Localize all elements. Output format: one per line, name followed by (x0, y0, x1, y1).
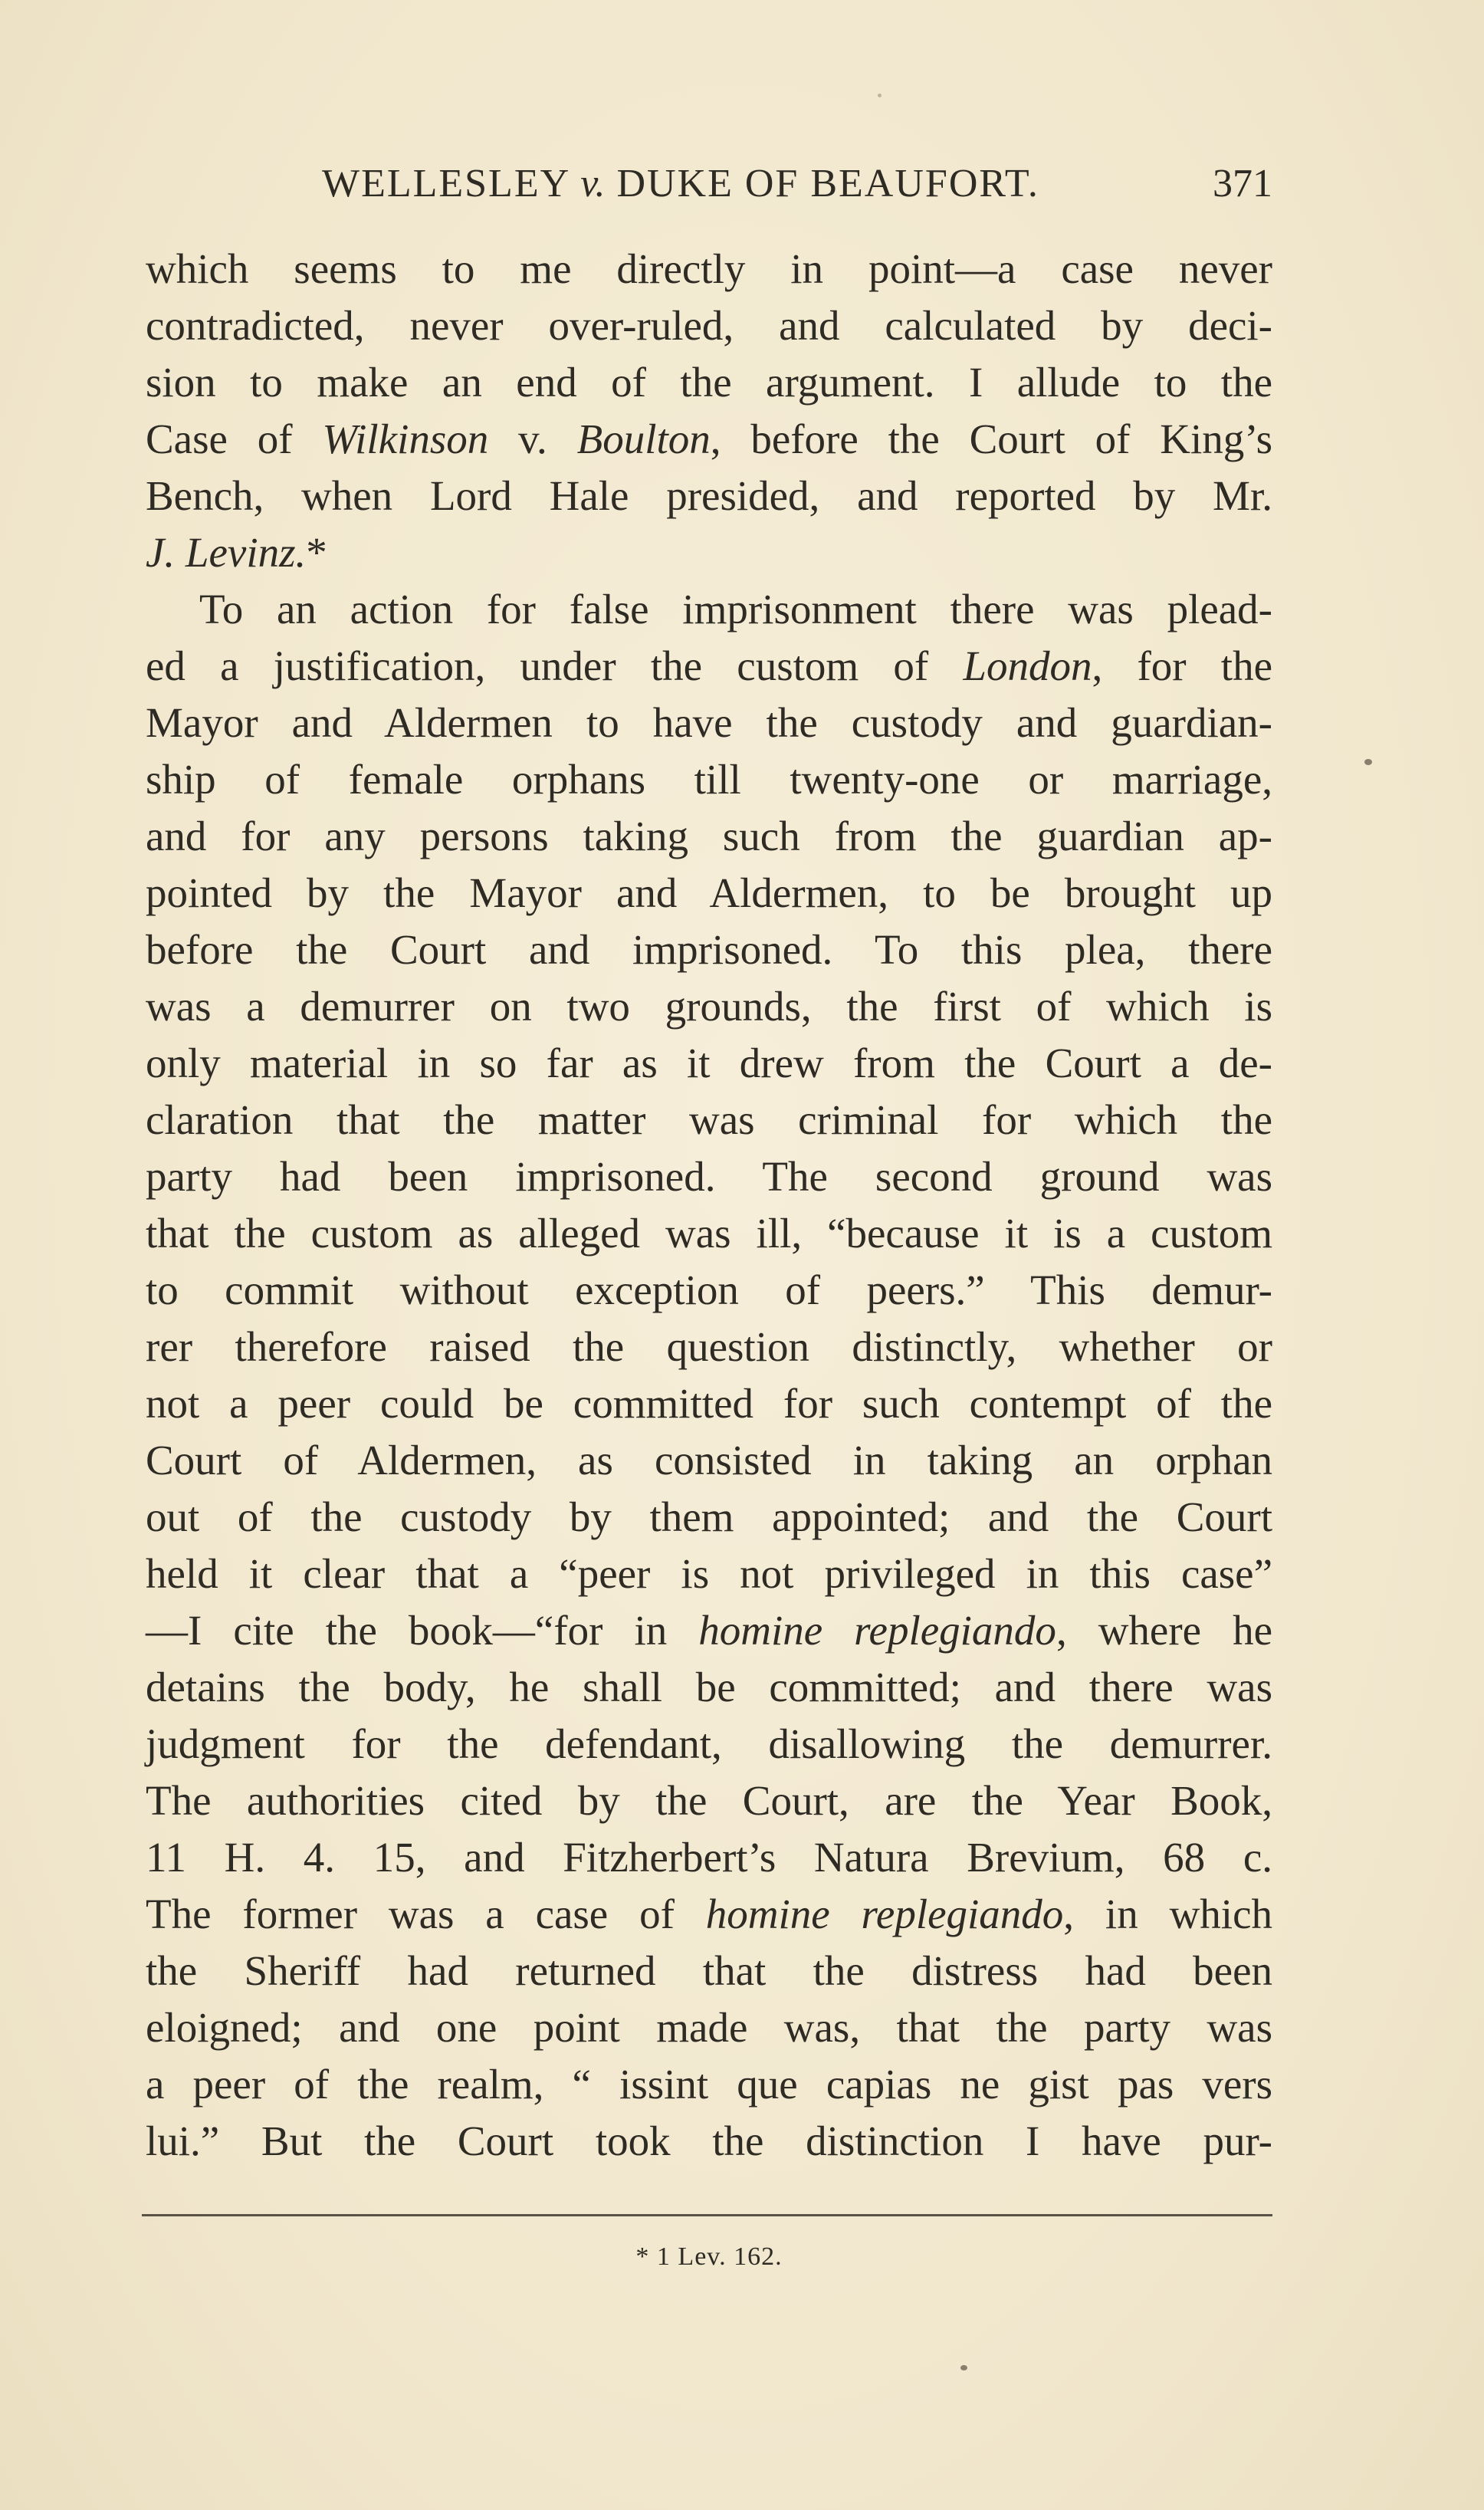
text-segment: lui.” But the Court took the distinction I have pur- (146, 2117, 1272, 2164)
text-line (146, 922, 1272, 978)
text-segment: , before the Court of King’s (710, 416, 1272, 462)
italic-text: J. Levinz. (146, 529, 307, 576)
paper-speck (1364, 759, 1372, 765)
text-segment: * (306, 529, 327, 576)
text-line (146, 1602, 1272, 1659)
text-line (146, 241, 1272, 297)
text-line (146, 1148, 1272, 1205)
text-line (146, 695, 1272, 751)
text-segment: pointed by the Mayor and Aldermen, to be brought up (146, 869, 1272, 916)
text-segment: a peer of the realm, “ issint que capias ne gist pas vers (146, 2061, 1272, 2108)
text-segment: and for any persons taking such from the guardian ap- (146, 813, 1272, 859)
text-segment: was a demurrer on two grounds, the first of which is (146, 983, 1272, 1030)
text-segment: that the custom as alleged was ill, “because it is a custom (146, 1210, 1272, 1257)
text-segment: not a peer could be committed for such contempt of the (146, 1380, 1272, 1427)
text-line (146, 1772, 1272, 1829)
text-line (146, 1659, 1272, 1716)
text-line (146, 1262, 1272, 1319)
text-line (146, 468, 1272, 524)
text-line (146, 2113, 1272, 2170)
body-text (146, 241, 1272, 2170)
page-number: 371 (1213, 162, 1272, 205)
text-line (146, 354, 1272, 411)
text-segment: contradicted, never over-ruled, and calculated by deci- (146, 302, 1272, 349)
italic-text: homine replegiando (698, 1607, 1056, 1654)
text-line (146, 1489, 1272, 1546)
text-segment: v. (488, 416, 577, 462)
text-segment: The authorities cited by the Court, are the Year Book, (146, 1777, 1272, 1824)
running-title (322, 161, 1039, 206)
text-line (146, 1943, 1272, 1999)
text-segment: Court of Aldermen, as consisted in taking an orphan (146, 1437, 1272, 1483)
text-segment: sion to make an end of the argument. I allude to the (146, 359, 1272, 406)
text-line (146, 581, 1272, 638)
footnote: * 1 Lev. 162. (635, 2242, 783, 2271)
italic-text: London (963, 642, 1092, 689)
text-line (146, 1092, 1272, 1148)
text-line (146, 1432, 1272, 1489)
text-segment: Mayor and Aldermen to have the custody and guardian- (146, 699, 1272, 746)
running-title-part: WELLESLEY (322, 162, 581, 205)
text-segment: —I cite the book—“for in (146, 1607, 699, 1654)
running-title-versus: v. (580, 162, 606, 205)
italic-text: Boulton (576, 416, 711, 462)
text-segment: To an action for false imprisonment there was plead- (199, 586, 1272, 632)
paper-speck (878, 94, 882, 97)
text-line (146, 808, 1272, 865)
text-segment: held it clear that a “peer is not privileged in this case” (146, 1550, 1272, 1597)
text-line (146, 1716, 1272, 1772)
text-line (146, 524, 1272, 581)
text-segment: Case of (146, 416, 323, 462)
text-line (146, 297, 1272, 354)
text-segment: eloigned; and one point made was, that the party was (146, 2004, 1272, 2051)
text-line (146, 751, 1272, 808)
text-line (146, 1886, 1272, 1943)
text-segment: 11 H. 4. 15, and Fitzherbert’s Natura Brevium, 68 c. (146, 1834, 1272, 1881)
text-segment: The former was a case of (146, 1891, 706, 1937)
paper-speck (960, 2365, 967, 2370)
text-segment: before the Court and imprisoned. To this plea, there (146, 926, 1272, 973)
text-segment: out of the custody by them appointed; and the Court (146, 1493, 1272, 1540)
text-segment: ed a justification, under the custom of (146, 642, 964, 689)
text-line (146, 1035, 1272, 1092)
text-line (146, 2056, 1272, 2113)
text-segment: the Sheriff had returned that the distress had been (146, 1947, 1272, 1994)
text-segment: claration that the matter was criminal for which the (146, 1096, 1272, 1143)
text-line (146, 978, 1272, 1035)
footnote-rule (142, 2214, 1272, 2216)
text-line (146, 1375, 1272, 1432)
text-line (146, 411, 1272, 468)
text-segment: which seems to me directly in point—a case never (146, 245, 1272, 292)
text-segment: , in which (1063, 1891, 1272, 1937)
running-title-part: DUKE OF BEAUFORT. (605, 162, 1039, 205)
text-segment: to commit without exception of peers.” This demur- (146, 1266, 1272, 1313)
text-segment: Bench, when Lord Hale presided, and reported by Mr. (146, 472, 1272, 519)
text-segment: ship of female orphans till twenty-one or marriage, (146, 756, 1272, 803)
text-line (146, 1829, 1272, 1886)
text-line (146, 1319, 1272, 1375)
italic-text: homine replegiando (705, 1891, 1064, 1937)
text-line (146, 1546, 1272, 1602)
text-segment: rer therefore raised the question distinctly, whether or (146, 1323, 1272, 1370)
text-line (146, 1205, 1272, 1262)
text-segment: , where he (1056, 1607, 1272, 1654)
text-line (146, 1999, 1272, 2056)
text-line (146, 865, 1272, 922)
italic-text: Wilkinson (322, 416, 489, 462)
text-segment: judgment for the defendant, disallowing the demurrer. (146, 1720, 1272, 1767)
text-segment: party had been imprisoned. The second ground was (146, 1153, 1272, 1200)
text-segment: , for the (1092, 642, 1272, 689)
text-segment: only material in so far as it drew from the Court a de- (146, 1040, 1272, 1086)
running-head (146, 161, 1272, 215)
text-segment: detains the body, he shall be committed; and there was (146, 1664, 1272, 1710)
text-line (146, 638, 1272, 695)
